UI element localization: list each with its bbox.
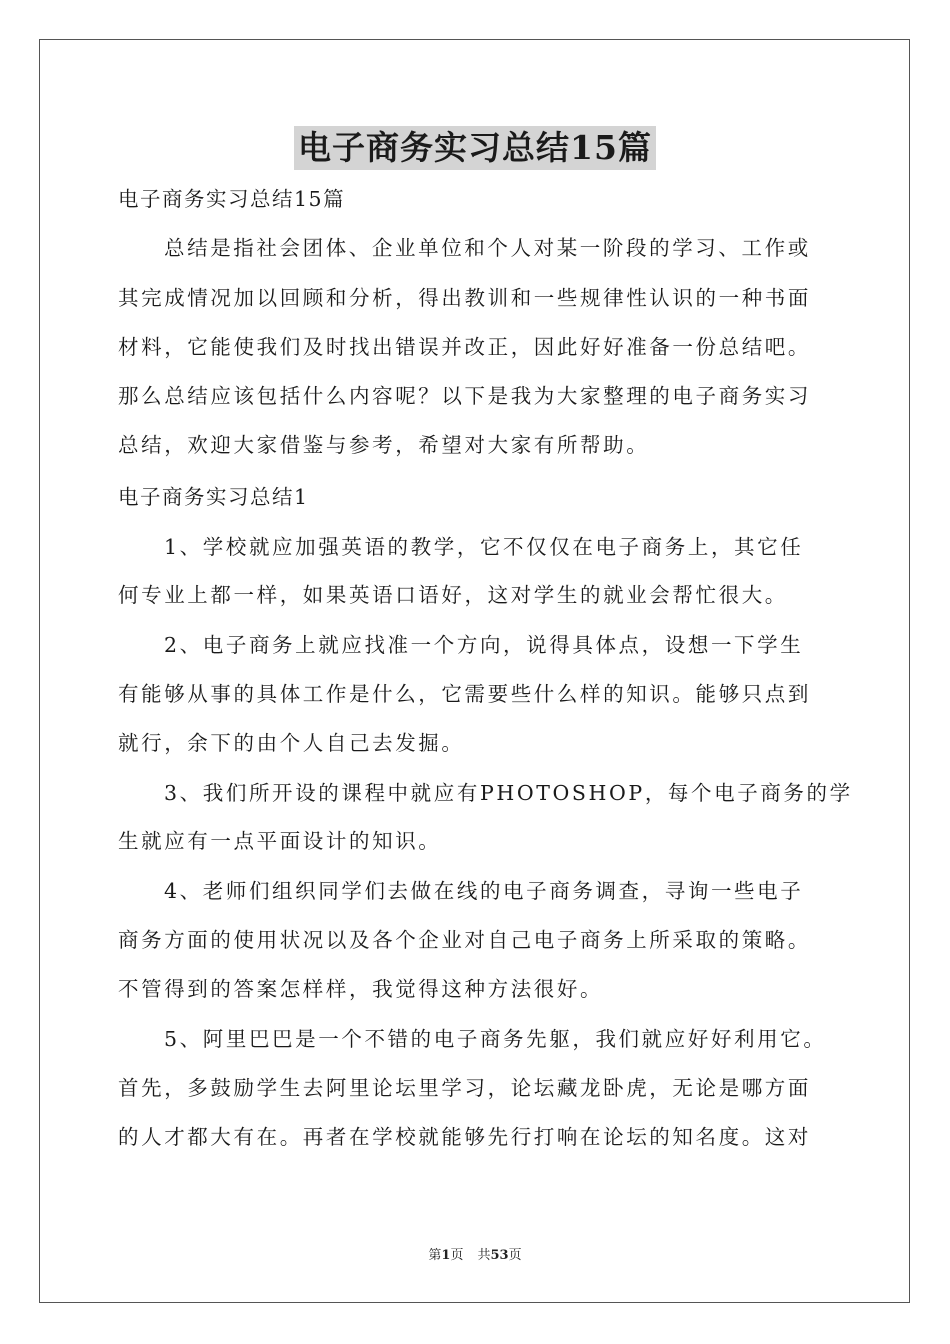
title-container: [0, 126, 950, 170]
paragraph-line: 2、电子商务上就应找准一个方向，说得具体点，设想一下学生: [164, 633, 804, 657]
paragraph-line: 商务方面的使用状况以及各个企业对自己电子商务上所采取的策略。: [118, 928, 811, 952]
page-suffix: 页: [450, 1248, 464, 1263]
paragraph-line: 总结，欢迎大家借鉴与参考，希望对大家有所帮助。: [118, 433, 650, 457]
paragraph-line: 不管得到的答案怎样样，我觉得这种方法很好。: [118, 977, 604, 1001]
paragraph-line: 1、学校就应加强英语的教学，它不仅仅在电子商务上，其它任: [164, 535, 804, 559]
total-prefix: 共: [477, 1248, 491, 1263]
paragraph-line: 生就应有一点平面设计的知识。: [118, 829, 442, 853]
total-suffix: 页: [508, 1248, 522, 1263]
paragraph-line: 3、我们所开设的课程中就应有PHOTOSHOP，每个电子商务的学: [164, 781, 853, 805]
paragraph-line: 其完成情况加以回顾和分析，得出教训和一些规律性认识的一种书面: [118, 286, 811, 310]
page-footer: [0, 1247, 950, 1265]
document-title: 电子商务实习总结15篇: [294, 126, 656, 170]
paragraph-line: 4、老师们组织同学们去做在线的电子商务调查，寻询一些电子: [164, 879, 804, 903]
section-heading: 电子商务实习总结1: [118, 485, 309, 509]
total-page-count: 53: [490, 1248, 509, 1263]
paragraph-line: 材料，它能使我们及时找出错误并改正，因此好好准备一份总结吧。: [118, 335, 811, 359]
paragraph-line: 首先，多鼓励学生去阿里论坛里学习，论坛藏龙卧虎，无论是哪方面: [118, 1076, 811, 1100]
paragraph-line: 的人才都大有在。再者在学校就能够先行打响在论坛的知名度。这对: [118, 1125, 811, 1149]
paragraph-line: 那么总结应该包括什么内容呢？以下是我为大家整理的电子商务实习: [118, 384, 811, 408]
paragraph-line: 就行，余下的由个人自己去发掘。: [118, 731, 465, 755]
current-page-number: 1: [441, 1248, 451, 1263]
page-prefix: 第: [428, 1248, 442, 1263]
paragraph-line: 总结是指社会团体、企业单位和个人对某一阶段的学习、工作或: [164, 236, 811, 260]
page-border: [39, 39, 910, 1303]
paragraph-line: 5、阿里巴巴是一个不错的电子商务先躯，我们就应好好利用它。: [164, 1027, 827, 1051]
section-heading: 电子商务实习总结15篇: [118, 187, 346, 211]
paragraph-line: 有能够从事的具体工作是什么，它需要些什么样的知识。能够只点到: [118, 682, 811, 706]
paragraph-line: 何专业上都一样，如果英语口语好，这对学生的就业会帮忙很大。: [118, 583, 788, 607]
